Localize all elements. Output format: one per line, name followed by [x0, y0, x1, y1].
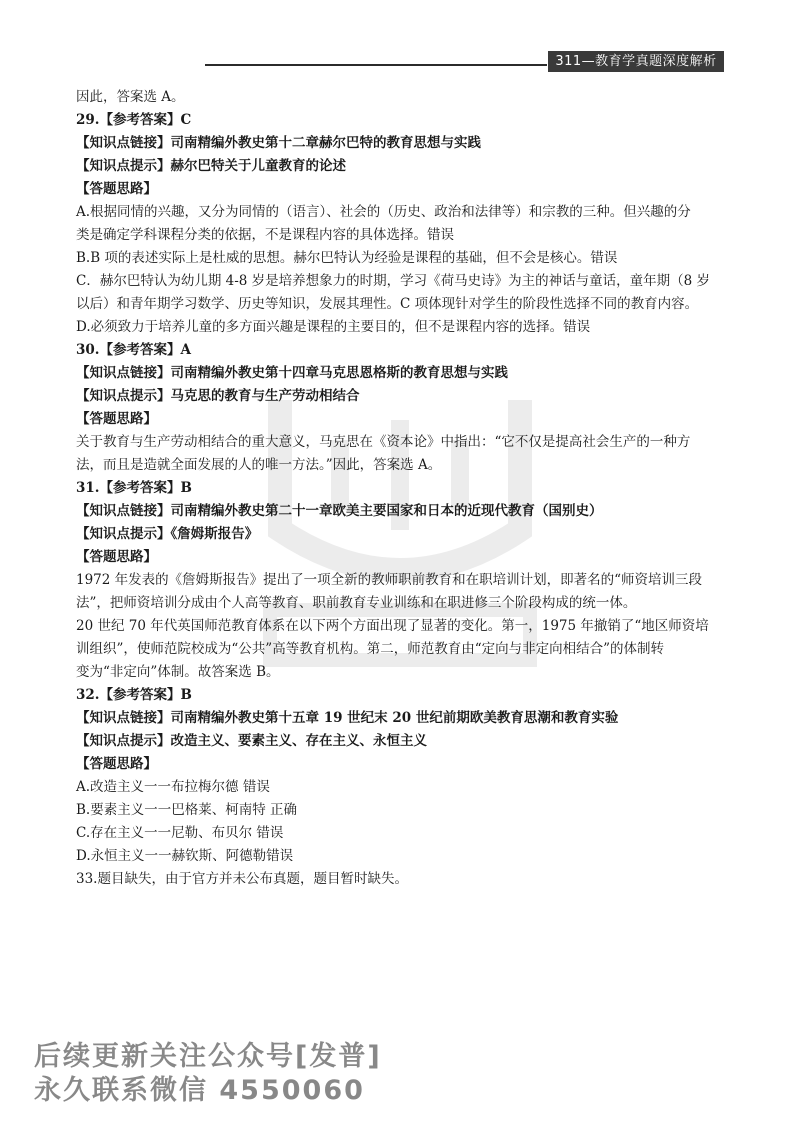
section-heading-line: 【知识点链接】司南精编外教史第二十一章欧美主要国家和日本的近现代教育（国别史） — [76, 503, 603, 519]
body-text-line: D.必须致力于培养儿童的多方面兴趣是课程的主要目的，但不是课程内容的选择。错误 — [76, 319, 591, 335]
footer-promo — [34, 1040, 382, 1108]
section-heading-line: 【答题思路】 — [76, 756, 157, 772]
running-header: 311—教育学真题深度解析 — [548, 51, 724, 72]
section-heading-line: 【知识点链接】司南精编外教史第十四章马克思恩格斯的教育思想与实践 — [76, 365, 508, 381]
section-heading-line: 29.【参考答案】C — [76, 112, 192, 128]
section-heading-line: 【知识点提示】赫尔巴特关于儿童教育的论述 — [76, 158, 346, 174]
section-heading-line: 【答题思路】 — [76, 181, 157, 197]
section-heading-line: 【知识点提示】改造主义、要素主义、存在主义、永恒主义 — [76, 733, 427, 749]
body-text-line: C.存在主义一一尼勒、布贝尔 错误 — [76, 825, 284, 841]
section-heading-line: 31.【参考答案】B — [76, 480, 192, 496]
body-text-line: A.根据同情的兴趣，又分为同情的（语言）、社会的（历史、政治和法律等）和宗教的三种。但兴趣的分 — [76, 204, 691, 220]
body-text-line: A.改造主义一一布拉梅尔德 错误 — [76, 779, 270, 795]
section-heading-line: 【知识点链接】司南精编外教史第十二章赫尔巴特的教育思想与实践 — [76, 135, 481, 151]
footer-line-2: 永久联系微信 4550060 — [34, 1075, 365, 1106]
body-text-line: B.要素主义一一巴格莱、柯南特 正确 — [76, 802, 298, 818]
section-heading-line: 【答题思路】 — [76, 411, 157, 427]
body-text-line: 法，而且是造就全面发展的人的唯一方法。”因此，答案选 A。 — [76, 457, 442, 473]
body-text-line: 1972 年发表的《詹姆斯报告》提出了一项全新的教师职前教育和在职培训计划，即著名的“师资培训三段 — [76, 572, 703, 588]
section-heading-line: 【知识点链接】司南精编外教史第十五章 19 世纪末 20 世纪前期欧美教育思潮和教育实验 — [76, 710, 619, 726]
body-text-line: C．赫尔巴特认为幼儿期 4-8 岁是培养想象力的时期，学习《荷马史诗》为主的神话与童话，童年期（8 岁 — [76, 273, 711, 289]
body-text-line: 20 世纪 70 年代英国师范教育体系在以下两个方面出现了显著的变化。第一，1975 年撤销了“地区师资培 — [76, 618, 709, 634]
body-text-line: 33.题目缺失，由于官方并未公布真题，题目暂时缺失。 — [76, 871, 408, 887]
body-text-line: B.B 项的表述实际上是杜威的思想。赫尔巴特认为经验是课程的基础，但不会是核心。错误 — [76, 250, 618, 266]
body-text-line: 以后）和青年期学习数学、历史等知识，发展其理性。C 项体现针对学生的阶段性选择不同的教育内容。 — [76, 296, 699, 312]
section-heading-line: 【知识点提示】《詹姆斯报告》 — [76, 526, 259, 542]
body-text-line: 类是确定学科课程分类的依据，不是课程内容的具体选择。错误 — [76, 227, 454, 243]
section-heading-line: 【答题思路】 — [76, 549, 157, 565]
section-heading-line: 32.【参考答案】B — [76, 687, 192, 703]
body-text-line: D.永恒主义一一赫钦斯、阿德勒错误 — [76, 848, 294, 864]
body-text-line: 关于教育与生产劳动相结合的重大意义，马克思在《资本论》中指出：“它不仅是提高社会生产的一种方 — [76, 434, 691, 450]
answer-explanations — [76, 86, 726, 891]
body-text-line: 法”，把师资培训分成由个人高等教育、职前教育专业训练和在职进修三个阶段构成的统一体。 — [76, 595, 637, 611]
body-text-line: 变为“非定向”体制。故答案选 B。 — [76, 664, 280, 680]
footer-line-1: 后续更新关注公众号[发普] — [34, 1041, 382, 1072]
section-heading-line: 【知识点提示】马克思的教育与生产劳动相结合 — [76, 388, 360, 404]
header-rule — [205, 64, 547, 66]
section-heading-line: 30.【参考答案】A — [76, 342, 191, 358]
body-text-line: 训组织”，使师范院校成为“公共”高等教育机构。第二，师范教育由“定向与非定向相结合”的体制转 — [76, 641, 665, 657]
body-text-line: 因此，答案选 A。 — [76, 89, 185, 105]
